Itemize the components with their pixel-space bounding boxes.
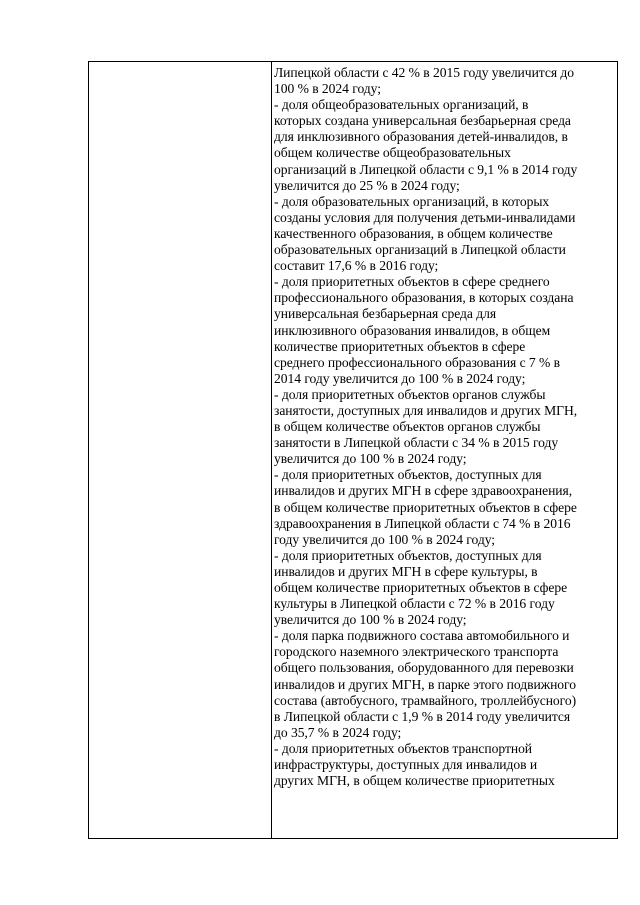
table-left-cell xyxy=(89,62,272,838)
text-line: организаций в Липецкой области с 9,1 % в 2014 году xyxy=(274,161,578,177)
text-line: среднего профессионального образования с 7 % в xyxy=(274,354,561,370)
text-line: других МГН, в общем количестве приоритетных xyxy=(274,773,555,789)
text-line: для инклюзивного образования детей-инвалидов, в xyxy=(274,129,568,145)
text-line: инфраструктуры, доступных для инвалидов и xyxy=(274,757,538,773)
table-right-cell xyxy=(273,62,617,838)
text-line: общего пользования, оборудованного для перевозки xyxy=(274,660,574,676)
text-line: - доля приоритетных объектов, доступных для xyxy=(274,547,542,563)
text-line: - доля общеобразовательных организаций, в xyxy=(274,97,529,113)
document-table xyxy=(88,61,618,839)
text-line: состава (автобусного, трамвайного, троллейбусного) xyxy=(274,692,577,708)
text-line: - доля образовательных организаций, в которых xyxy=(274,193,550,209)
text-line: в Липецкой области с 1,9 % в 2014 году увеличится xyxy=(274,708,571,724)
text-line: - доля приоритетных объектов, доступных для xyxy=(274,467,542,483)
text-line: увеличится до 25 % в 2024 году; xyxy=(274,177,460,193)
text-line: - доля приоритетных объектов в сфере среднего xyxy=(274,274,550,290)
text-line: увеличится до 100 % в 2024 году; xyxy=(274,612,467,628)
text-line: профессионального образования, в которых создана xyxy=(274,290,574,306)
text-line: которых создана универсальная безбарьерная среда xyxy=(274,113,571,129)
text-line: здравоохранения в Липецкой области с 74 % в 2016 xyxy=(274,515,571,531)
text-line: общем количестве общеобразовательных xyxy=(274,145,511,161)
text-line: 100 % в 2024 году; xyxy=(274,81,381,97)
text-line: Липецкой области с 42 % в 2015 году увеличится до xyxy=(274,65,574,80)
text-line: - доля парка подвижного состава автомобильного и xyxy=(274,628,570,644)
text-line: качественного образования, в общем количестве xyxy=(274,225,553,241)
text-line: городского наземного электрического транспорта xyxy=(274,644,559,660)
text-line: в общем количестве приоритетных объектов в сфере xyxy=(274,499,577,515)
text-line: инвалидов и других МГН в сфере здравоохранения, xyxy=(274,483,573,499)
text-line: инвалидов и других МГН, в парке этого подвижного xyxy=(274,676,576,692)
text-line: созданы условия для получения детьми-инвалидами xyxy=(274,209,576,225)
text-line: образовательных организаций в Липецкой области xyxy=(274,242,566,258)
text-line: до 35,7 % в 2024 году; xyxy=(274,724,402,740)
text-line: культуры в Липецкой области с 72 % в 2016 году xyxy=(274,596,555,612)
text-line: инвалидов и других МГН в сфере культуры, в xyxy=(274,563,538,579)
text-line: 2014 году увеличится до 100 % в 2024 году; xyxy=(274,370,526,386)
text-line: занятости в Липецкой области с 34 % в 2015 году xyxy=(274,435,559,451)
text-line: универсальная безбарьерная среда для xyxy=(274,306,497,322)
text-line: занятости, доступных для инвалидов и других МГН, xyxy=(274,402,578,418)
text-line: количестве приоритетных объектов в сфере xyxy=(274,338,526,354)
text-line: в общем количестве объектов органов службы xyxy=(274,419,541,435)
indicators-text xyxy=(274,65,617,789)
text-line: инклюзивного образования инвалидов, в общем xyxy=(274,322,551,338)
text-line: общем количестве приоритетных объектов в сфере xyxy=(274,580,568,595)
text-line: - доля приоритетных объектов транспортной xyxy=(274,740,533,756)
text-line: составит 17,6 % в 2016 году; xyxy=(274,258,439,274)
text-line: увеличится до 100 % в 2024 году; xyxy=(274,451,467,467)
text-line: году увеличится до 100 % в 2024 году; xyxy=(274,531,496,547)
text-line: - доля приоритетных объектов органов службы xyxy=(274,386,546,402)
